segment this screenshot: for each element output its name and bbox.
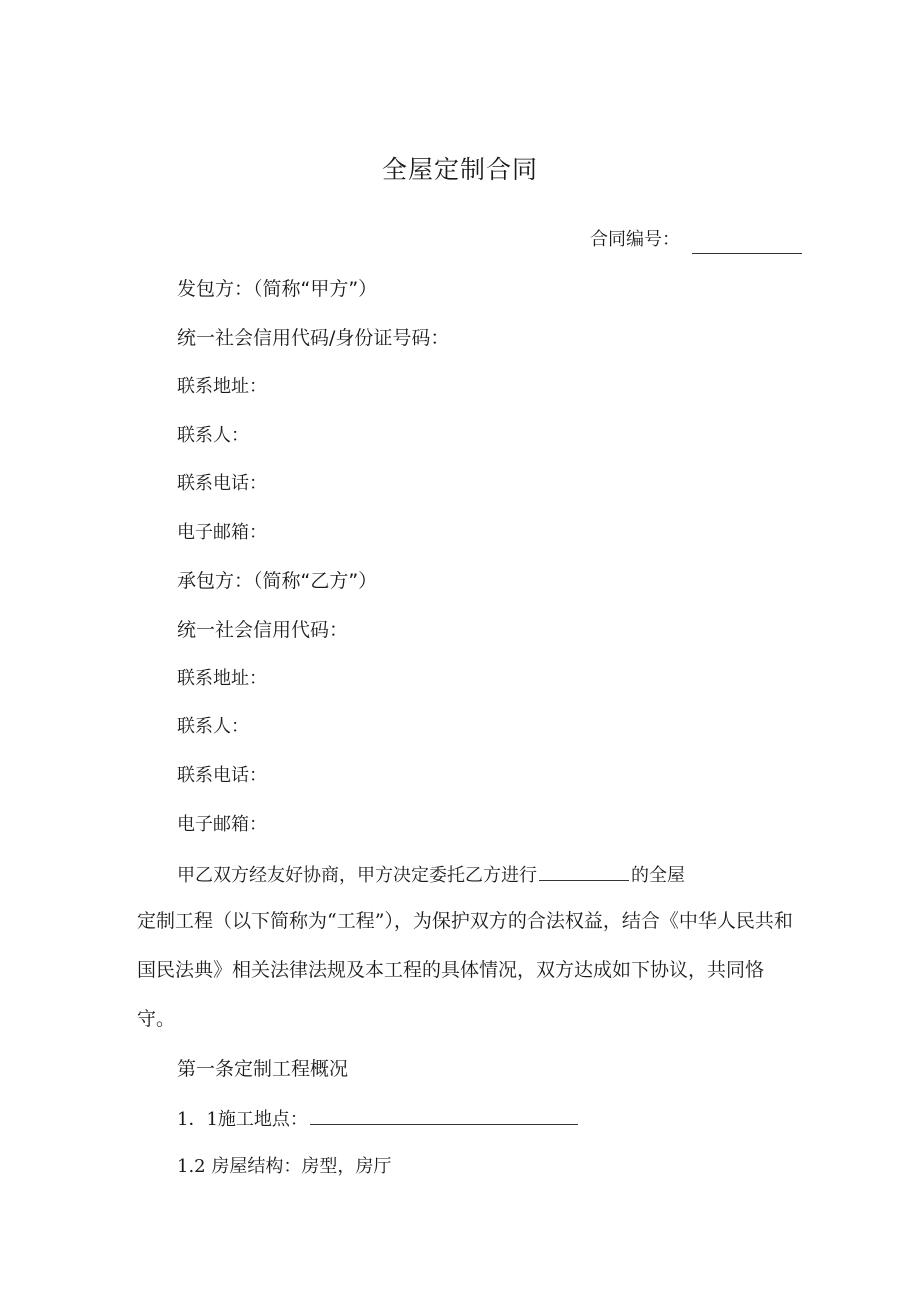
party-b-id-label: 统一社会信用代码： [177, 619, 349, 641]
article1-item1-label: 1．1施工地点： [177, 1109, 308, 1130]
article1-item2: 1.2 房屋结构：房型，房厅 [177, 1156, 392, 1177]
contract-number [590, 226, 802, 254]
article1-item1 [177, 1104, 580, 1134]
party-b-address-label: 联系地址： [177, 668, 267, 689]
party-a-contact-label: 联系人： [177, 425, 249, 446]
party-b-heading: 承包方：（简称“乙方”） [177, 570, 378, 592]
party-a-email-label: 电子邮箱： [177, 522, 267, 543]
party-a-id-label: 统一社会信用代码/身份证号码： [177, 327, 450, 349]
contract-number-blank [692, 235, 802, 254]
party-a-address-label: 联系地址： [177, 376, 267, 397]
party-a-heading: 发包方：（简称“甲方”） [177, 278, 378, 300]
party-a-phone-label: 联系电话： [177, 473, 267, 494]
document-title: 全屋定制合同 [381, 155, 538, 184]
intro-part2: 的全屋 [631, 865, 685, 886]
party-b-email-label: 电子邮箱： [177, 814, 267, 835]
contract-number-label: 合同编号： [590, 229, 680, 250]
project-name-blank [539, 860, 629, 881]
party-b-contact-label: 联系人： [177, 716, 249, 737]
intro-first-line [177, 860, 685, 890]
article1-heading: 第一条定制工程概况 [177, 1058, 349, 1080]
party-b-phone-label: 联系电话： [177, 765, 267, 786]
intro-body: 定制工程（以下简称为“工程”），为保护双方的合法权益，结合《中华人民共和国民法典》相关法律法规及本工程的具体情况，双方达成如下协议，共同恪守。 [137, 910, 793, 1030]
intro-part1: 甲乙双方经友好协商，甲方决定委托乙方进行 [177, 865, 537, 886]
site-location-blank [310, 1104, 578, 1125]
